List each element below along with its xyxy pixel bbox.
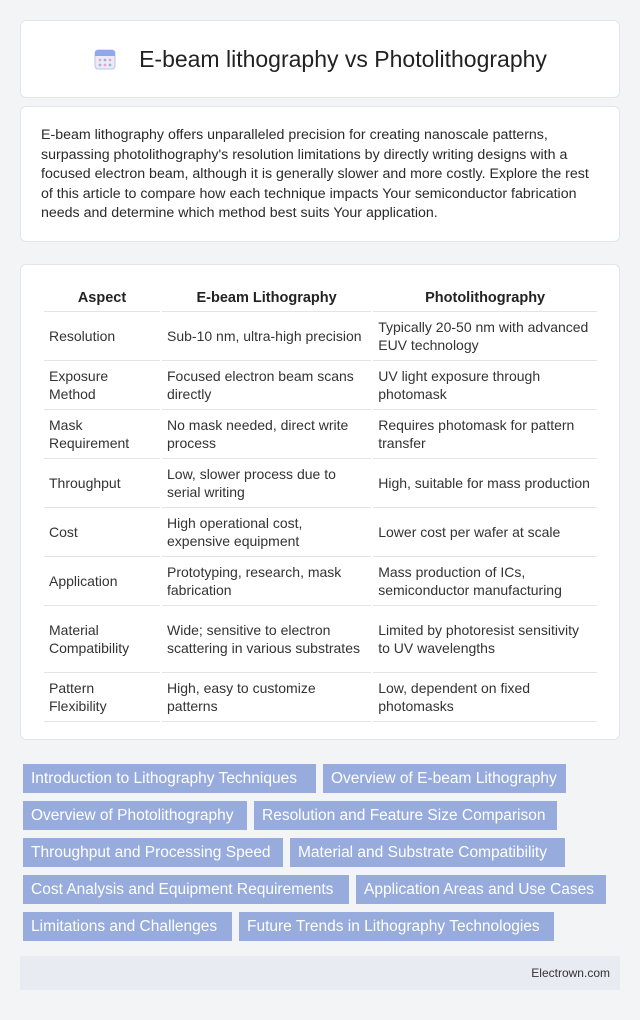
intro-card bbox=[20, 106, 620, 242]
table-cell: Material Compatibility bbox=[44, 606, 160, 673]
table-row bbox=[44, 673, 597, 722]
table-cell: Mass production of ICs, semiconductor manufacturing bbox=[373, 557, 597, 606]
table-cell: Prototyping, research, mask fabrication bbox=[162, 557, 371, 606]
column-header-ebeam: E-beam Lithography bbox=[162, 285, 371, 312]
table-cell: Focused electron beam scans directly bbox=[162, 361, 371, 410]
topic-link[interactable]: Material and Substrate Compatibility bbox=[290, 838, 565, 867]
table-row bbox=[44, 312, 597, 361]
comparison-table bbox=[42, 285, 599, 722]
topic-link[interactable]: Application Areas and Use Cases bbox=[356, 875, 606, 904]
title-card bbox=[20, 20, 620, 98]
table-cell: Wide; sensitive to electron scattering in various substrates bbox=[162, 606, 371, 673]
table-cell: Cost bbox=[44, 508, 160, 557]
table-cell: Mask Requirement bbox=[44, 410, 160, 459]
table-row bbox=[44, 606, 597, 673]
footer bbox=[20, 956, 620, 990]
table-cell: High, easy to customize patterns bbox=[162, 673, 371, 722]
column-header-photo: Photolithography bbox=[373, 285, 597, 312]
table-cell: Low, slower process due to serial writing bbox=[162, 459, 371, 508]
topic-link[interactable]: Overview of Photolithography bbox=[23, 801, 247, 830]
topic-link[interactable]: Throughput and Processing Speed bbox=[23, 838, 283, 867]
topic-link[interactable]: Resolution and Feature Size Comparison bbox=[254, 801, 557, 830]
topic-link[interactable]: Cost Analysis and Equipment Requirements bbox=[23, 875, 349, 904]
table-cell: UV light exposure through photomask bbox=[373, 361, 597, 410]
calendar-icon bbox=[93, 47, 117, 71]
table-cell: Requires photomask for pattern transfer bbox=[373, 410, 597, 459]
column-header-aspect: Aspect bbox=[44, 285, 160, 312]
topic-link[interactable]: Limitations and Challenges bbox=[23, 912, 232, 941]
table-cell: Throughput bbox=[44, 459, 160, 508]
table-cell: Lower cost per wafer at scale bbox=[373, 508, 597, 557]
page-title: E-beam lithography vs Photolithography bbox=[139, 45, 547, 72]
table-cell: Sub-10 nm, ultra-high precision bbox=[162, 312, 371, 361]
table-cell: Typically 20-50 nm with advanced EUV technology bbox=[373, 312, 597, 361]
intro-paragraph: E-beam lithography offers unparalleled precision for creating nanoscale patterns, surpassing photolithography's resolution limitations by directly writing designs with a focused electron beam, although it is generally slower and more costly. Explore the rest of this article to compare how each technique impacts Your semiconductor fabrication needs and determine which method best suits Your application. bbox=[41, 127, 589, 221]
table-row bbox=[44, 459, 597, 508]
table-row bbox=[44, 410, 597, 459]
table-cell: Low, dependent on fixed photomasks bbox=[373, 673, 597, 722]
table-row bbox=[44, 508, 597, 557]
table-cell: Limited by photoresist sensitivity to UV wavelengths bbox=[373, 606, 597, 673]
comparison-card bbox=[20, 264, 620, 740]
table-cell: Resolution bbox=[44, 312, 160, 361]
table-cell: High, suitable for mass production bbox=[373, 459, 597, 508]
table-row bbox=[44, 361, 597, 410]
footer-site-name: Electrown.com bbox=[531, 966, 610, 980]
table-cell: Exposure Method bbox=[44, 361, 160, 410]
topic-link[interactable]: Introduction to Lithography Techniques bbox=[23, 764, 316, 793]
table-cell: No mask needed, direct write process bbox=[162, 410, 371, 459]
topic-link[interactable]: Overview of E-beam Lithography bbox=[323, 764, 566, 793]
table-cell: Pattern Flexibility bbox=[44, 673, 160, 722]
table-cell: High operational cost, expensive equipment bbox=[162, 508, 371, 557]
topic-link[interactable]: Future Trends in Lithography Technologies bbox=[239, 912, 554, 941]
table-header-row bbox=[44, 285, 597, 312]
table-cell: Application bbox=[44, 557, 160, 606]
table-row bbox=[44, 557, 597, 606]
